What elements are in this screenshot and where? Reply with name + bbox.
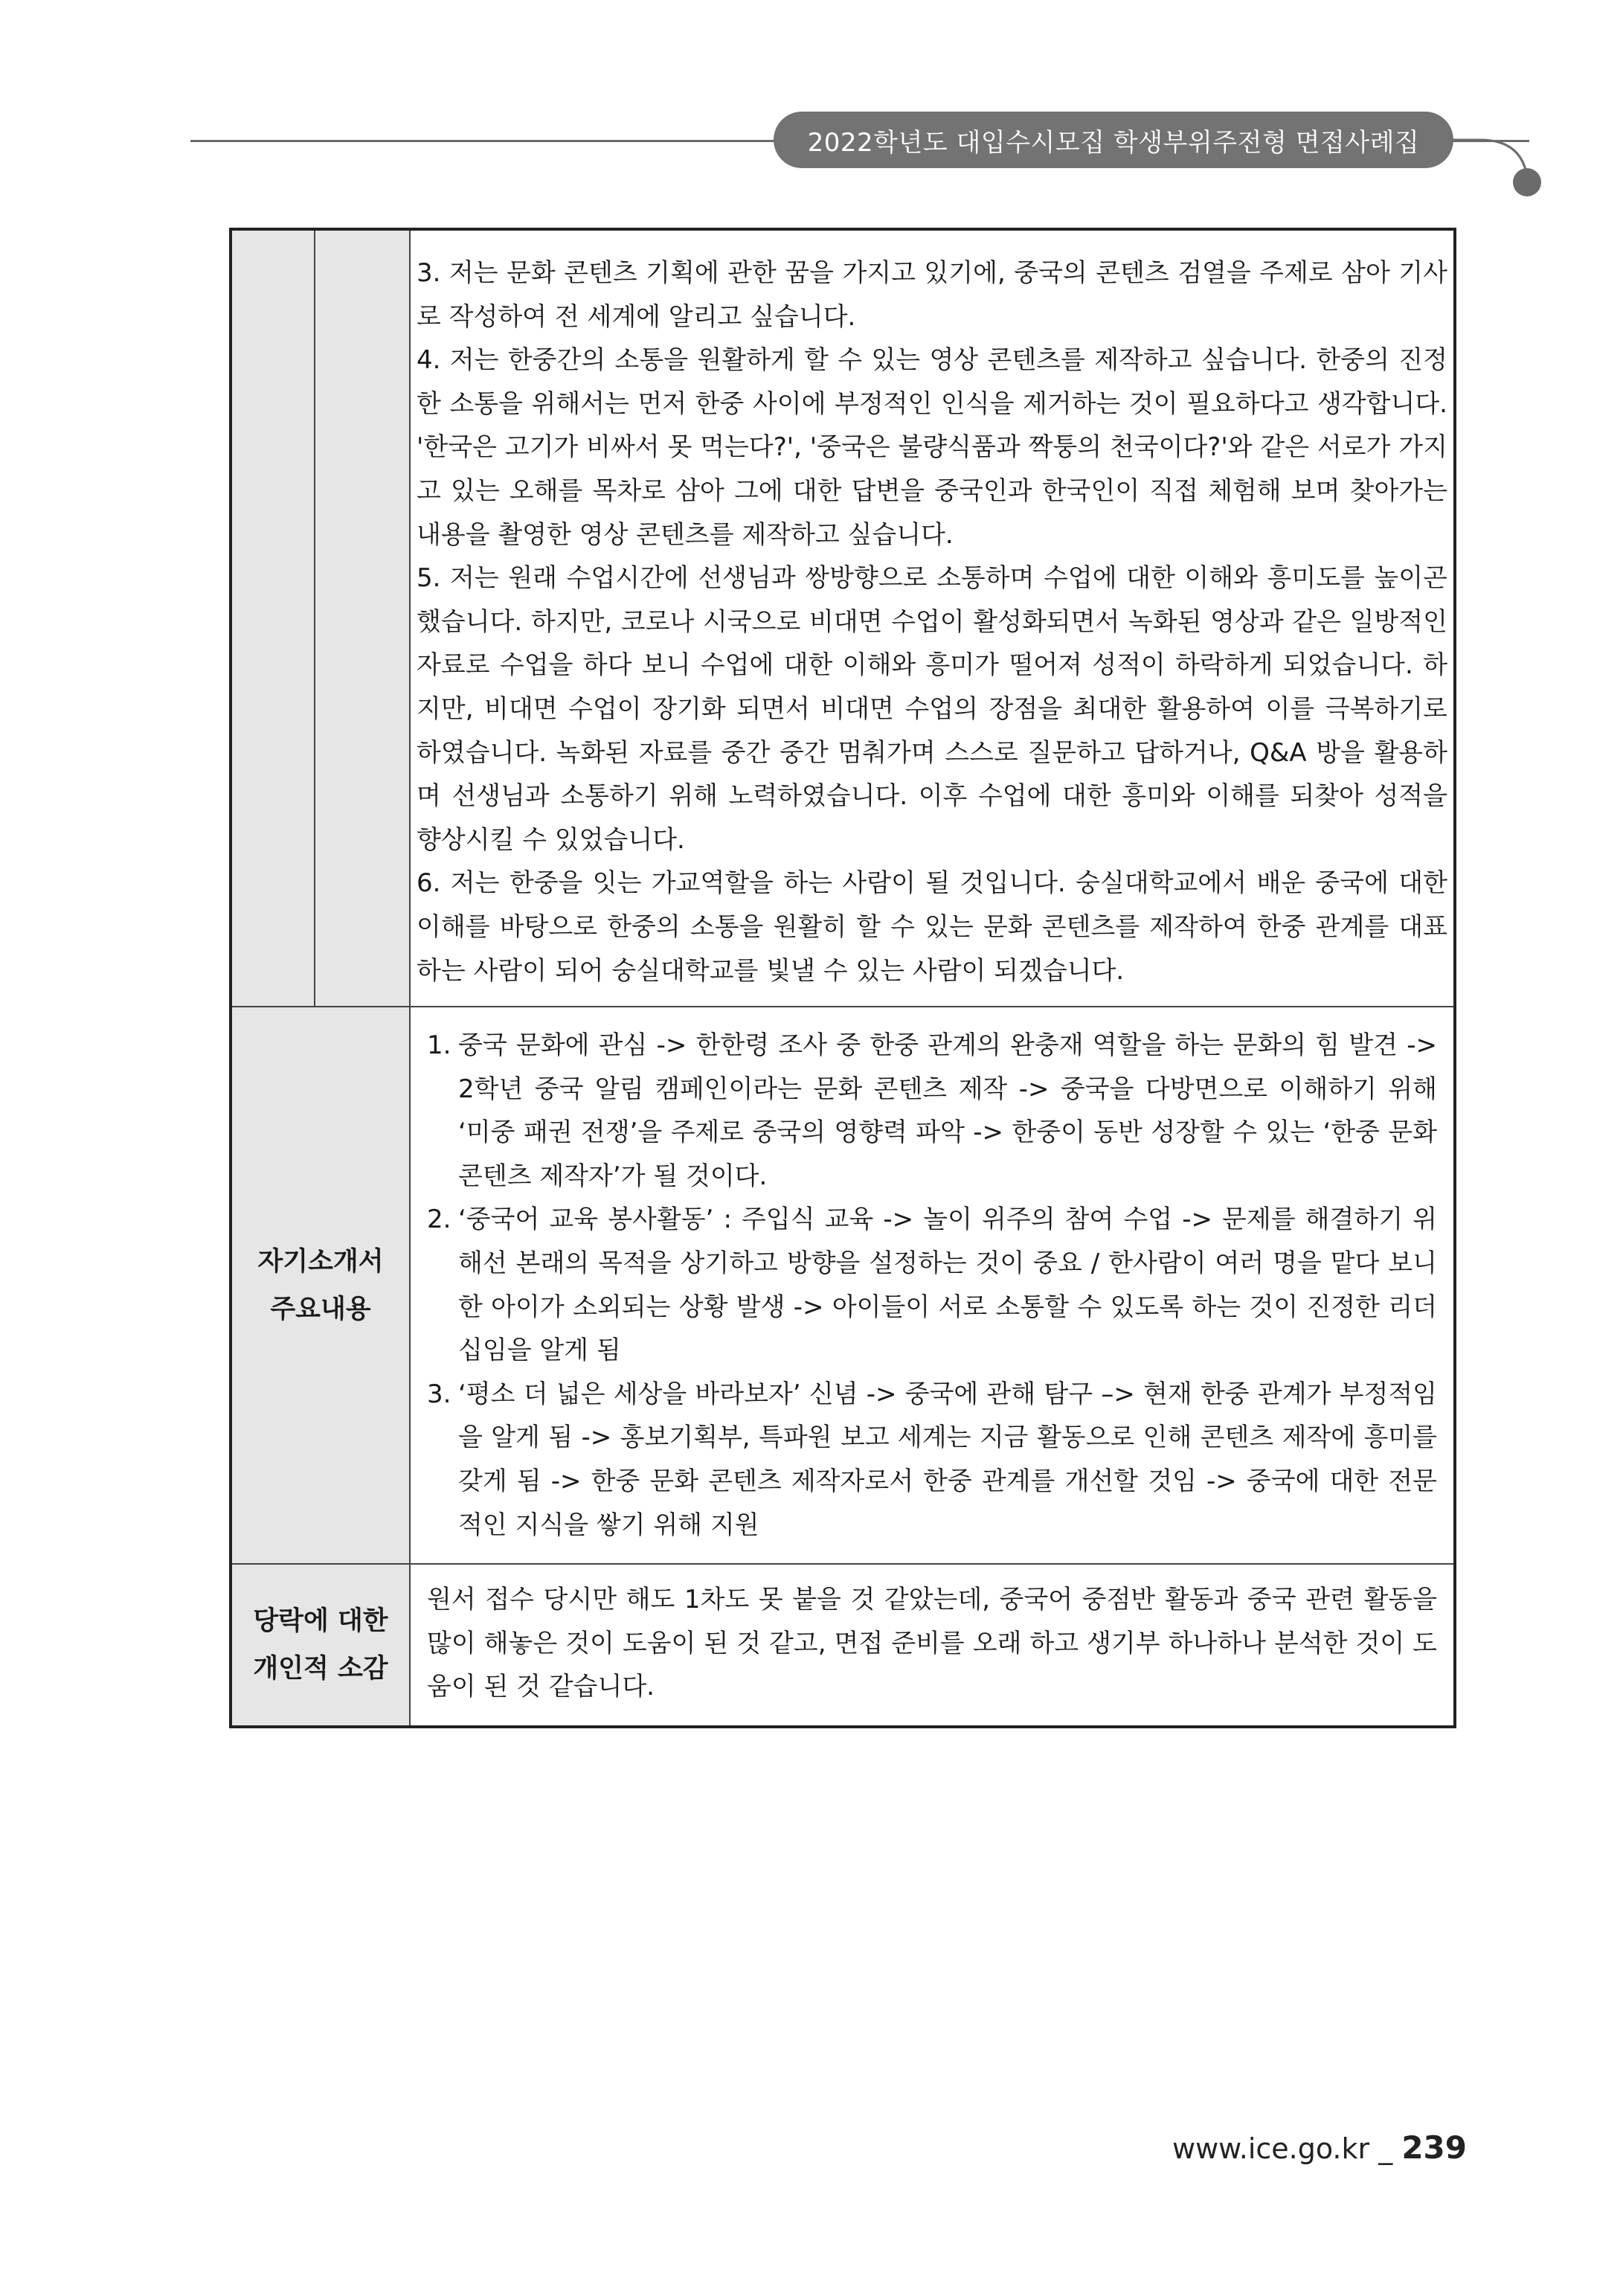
answers-row xyxy=(231,229,1455,1007)
summary-item-number: 2. xyxy=(427,1205,451,1235)
summary-item-text: ‘중국어 교육 봉사활동’ : 주입식 교육 -> 놀이 위주의 참여 수업 -> 문제를 해결하기 위해선 본래의 목적을 상기하고 방향을 설정하는 것이 중요 / 한사람이 여러 명을 맡다 보니 한 아이가 소외되는 상황 발생 -> 아이들이 서로 소통할 수 있도록 하는 것이 진정한 리더십임을 알게 됨 xyxy=(458,1205,1437,1366)
impression-text: 원서 접수 당시만 해도 1차도 못 붙을 것 같았는데, 중국어 중점반 활동과 중국 관련 활동을 많이 해놓은 것이 도움이 된 것 같고, 면접 준비를 오래 하고 생기부 하나하나 분석한 것이 도움이 된 것 같습니다. xyxy=(427,1585,1437,1702)
footer-separator: _ xyxy=(1378,2132,1393,2165)
summary-item-number: 3. xyxy=(427,1379,451,1409)
summary-list xyxy=(411,1007,1453,1563)
summary-label-line1: 자기소개서 xyxy=(257,1246,384,1277)
page-number: 239 xyxy=(1401,2129,1467,2166)
summary-label-line2: 주요내용 xyxy=(270,1294,371,1324)
header-dot-ornament xyxy=(1513,168,1541,196)
summary-item xyxy=(427,1198,1437,1372)
impression-cell xyxy=(410,1564,1455,1727)
impression-label-line1: 당락에 대한 xyxy=(253,1606,388,1637)
summary-item xyxy=(427,1373,1437,1547)
summary-item-text: ‘평소 더 넓은 세상을 바라보자’ 신념 -> 중국에 관해 탐구 –> 현재 한중 관계가 부정적임을 알게 됨 -> 홍보기획부, 특파원 보고 세계는 지금 활동으로 인해 콘텐츠 제작에 흥미를 갖게 됨 -> 한중 문화 콘텐츠 제작자로서 한중 관계를 개선할 것임 -> 중국에 대한 전문적인 지식을 쌓기 위해 지원 xyxy=(458,1379,1437,1540)
header-title: 2022학년도 대입수시모집 학생부위주전형 면접사례집 xyxy=(774,112,1453,168)
footer-site-url: www.ice.go.kr xyxy=(1172,2132,1370,2165)
impression-label-line2: 개인적 소감 xyxy=(253,1654,388,1684)
answer-paragraph: 5. 저는 원래 수업시간에 선생님과 쌍방향으로 소통하며 수업에 대한 이해와 흥미도를 높이곤 했습니다. 하지만, 코로나 시국으로 비대면 수업이 활성화되면서 녹화된 영상과 같은 일방적인 자료로 수업을 하다 보니 수업에 대한 이해와 흥미가 떨어져 성적이 하락하게 되었습니다. 하지만, 비대면 수업이 장기화 되면서 비대면 수업의 장점을 최대한 활용하여 이를 극복하기로 하였습니다. 녹화된 자료를 중간 중간 멈춰가며 스스로 질문하고 답하거나, Q&A 방을 활용하며 선생님과 소통하기 위해 노력하였습니다. 이후 수업에 대한 흥미와 이해를 되찾아 성적을 향상시킬 수 있었습니다. xyxy=(417,563,1447,855)
summary-item-text: 중국 문화에 관심 -> 한한령 조사 중 한중 관계의 완충재 역할을 하는 문화의 힘 발견 -> 2학년 중국 알림 캠페인이라는 문화 콘텐츠 제작 -> 중국을 다방면으로 이해하기 위해 ‘미중 패권 전쟁’을 주제로 중국의 영향력 파악 -> 한중이 동반 성장할 수 있는 ‘한중 문화 콘텐츠 제작자’가 될 것이다. xyxy=(458,1030,1437,1191)
subcategory-cell-empty xyxy=(315,229,410,1007)
answers-cell xyxy=(410,229,1455,1007)
summary-row xyxy=(231,1007,1455,1564)
impression-label-cell xyxy=(231,1564,410,1727)
answer-paragraph: 6. 저는 한중을 잇는 가교역할을 하는 사람이 될 것입니다. 숭실대학교에서 배운 중국에 대한 이해를 바탕으로 한중의 소통을 원활히 할 수 있는 문화 콘텐츠를 제작하여 한중 관계를 대표하는 사람이 되어 숭실대학교를 빛낼 수 있는 사람이 되겠습니다. xyxy=(417,868,1447,986)
category-cell-empty xyxy=(231,229,315,1007)
page-footer xyxy=(1172,2129,1467,2166)
summary-item-number: 1. xyxy=(427,1030,451,1061)
answer-paragraph: 3. 저는 문화 콘텐츠 기획에 관한 꿈을 가지고 있기에, 중국의 콘텐츠 검열을 주제로 삼아 기사로 작성하여 전 세계에 알리고 싶습니다. xyxy=(417,258,1447,332)
summary-item xyxy=(427,1024,1437,1198)
interview-table xyxy=(229,228,1456,1728)
impression-row xyxy=(231,1564,1455,1727)
answer-paragraph: 4. 저는 한중간의 소통을 원활하게 할 수 있는 영상 콘텐츠를 제작하고 싶습니다. 한중의 진정한 소통을 위해서는 먼저 한중 사이에 부정적인 인식을 제거하는 것이 필요하다고 생각합니다. '한국은 고기가 비싸서 못 먹는다?', '중국은 불량식품과 짝퉁의 천국이다?'와 같은 서로가 가지고 있는 오해를 목차로 삼아 그에 대한 답변을 중국인과 한국인이 직접 체험해 보며 찾아가는 내용을 촬영한 영상 콘텐츠를 제작하고 싶습니다. xyxy=(417,345,1447,550)
summary-cell xyxy=(410,1007,1455,1564)
summary-label-cell xyxy=(231,1007,410,1564)
